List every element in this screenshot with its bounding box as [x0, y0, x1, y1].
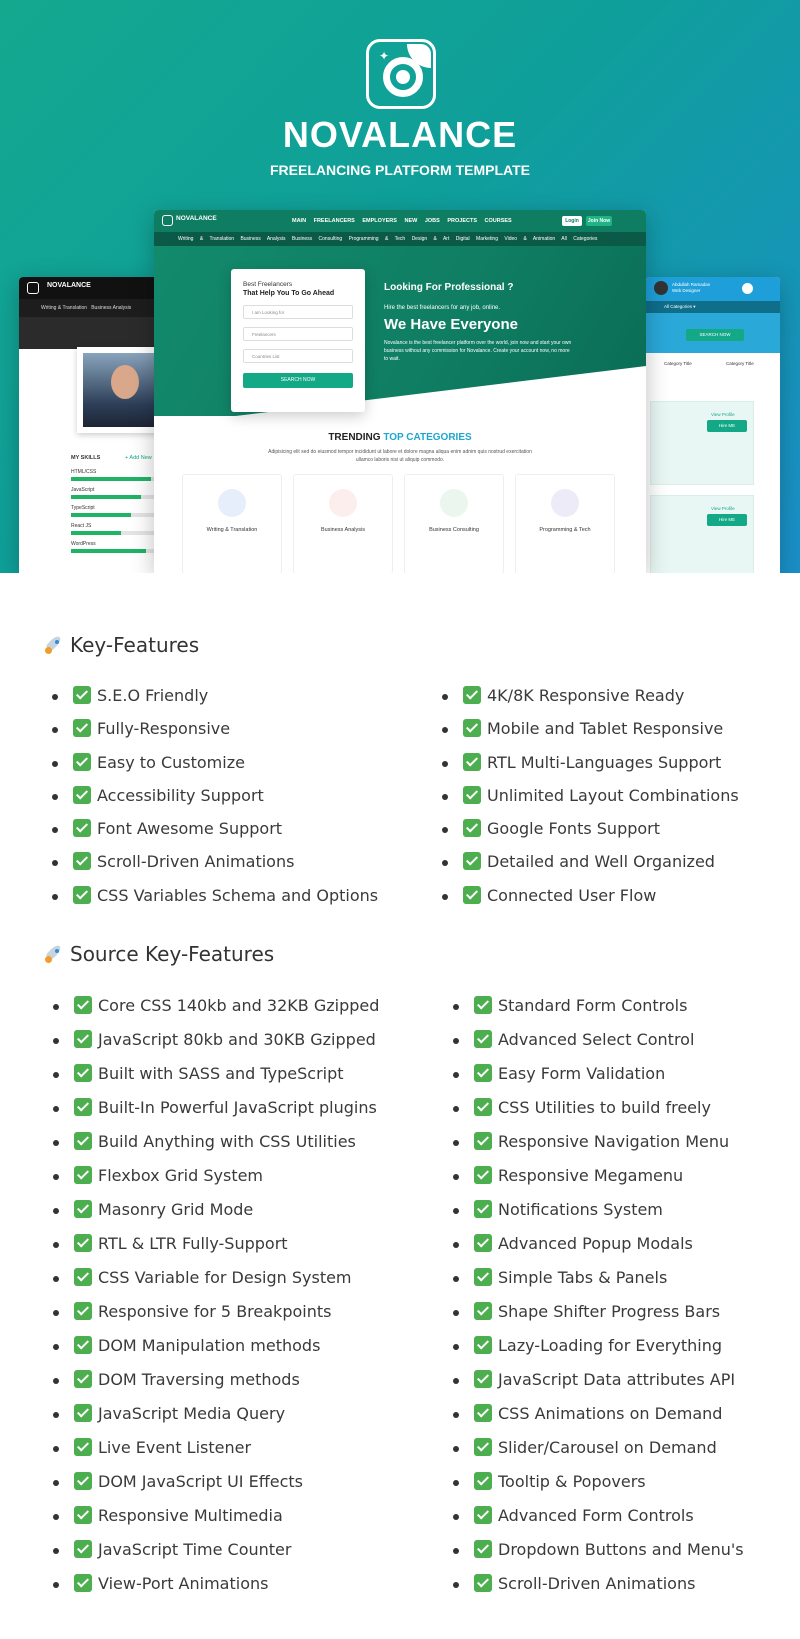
novalance-logo-icon: ✦ — [366, 39, 436, 109]
feature-label: CSS Variables Schema and Options — [97, 885, 379, 905]
feature-label: Tooltip & Popovers — [498, 1472, 646, 1491]
bullet-icon — [442, 694, 448, 700]
bullet-icon — [53, 1310, 59, 1316]
category-name: Writing & Translation — [206, 527, 258, 533]
category-card[interactable] — [404, 474, 504, 573]
feature-label: S.E.O Friendly — [97, 686, 209, 705]
bullet-icon — [53, 1514, 59, 1520]
key-features-title-text: Key-Features — [70, 633, 200, 657]
bullet-icon — [453, 1344, 459, 1350]
key-features-title — [44, 633, 199, 657]
check-icon — [74, 1200, 92, 1218]
nav-link[interactable]: COURSES — [484, 218, 512, 224]
bullet-icon — [52, 860, 58, 866]
feature-label: Mobile and Tablet Responsive — [487, 719, 724, 739]
category-link[interactable]: All Categories — [561, 236, 598, 242]
feature-label: DOM Traversing methods — [98, 1370, 300, 1389]
rocket-icon — [44, 635, 64, 655]
bullet-icon — [453, 1514, 459, 1520]
check-icon — [74, 1404, 92, 1422]
check-icon — [74, 1302, 92, 1320]
nav-link[interactable]: MAIN — [292, 218, 307, 224]
check-icon — [74, 1064, 92, 1082]
category-link[interactable]: Business Consulting — [291, 236, 343, 242]
trending-description: Adipisicing elit sed do eiusmod tempor incididunt ut labore et dolore magna aliqua enim adnim quis nostrud exercitation ullamco laboris nisi ut aliquip commodo. — [268, 449, 532, 463]
brand-tagline: FREELANCING PLATFORM TEMPLATE — [269, 162, 531, 178]
mockup-brand: NOVALANCE — [47, 282, 91, 289]
category-title[interactable]: Category Title — [664, 361, 692, 366]
category-link[interactable]: Video & Animation — [504, 236, 556, 242]
bullet-icon — [442, 860, 448, 866]
bullet-icon — [453, 1038, 459, 1044]
check-icon — [474, 1506, 492, 1524]
category-link[interactable]: Design & Art — [411, 236, 450, 242]
check-icon — [73, 686, 91, 704]
check-icon — [74, 1506, 92, 1524]
check-icon — [73, 852, 91, 870]
category-cards — [182, 474, 618, 573]
view-profile-link[interactable]: View Profile — [711, 412, 735, 417]
feature-label: Easy Form Validation — [498, 1064, 666, 1083]
check-icon — [73, 886, 91, 904]
feature-label: Notifications System — [498, 1200, 663, 1219]
feature-label: CSS Animations on Demand — [498, 1404, 723, 1423]
search-input[interactable] — [243, 305, 353, 319]
skill-name: JavaScript — [71, 487, 95, 493]
feature-label: Build Anything with CSS Utilities — [98, 1132, 356, 1151]
check-icon — [73, 753, 91, 771]
search-card-subtitle: That Help You To Go Ahead — [243, 290, 335, 297]
feature-label: CSS Variable for Design System — [98, 1268, 352, 1287]
check-icon — [74, 1234, 92, 1252]
skill-bar — [71, 495, 141, 499]
check-icon — [73, 719, 91, 737]
skills-title: MY SKILLS — [71, 455, 101, 461]
category-link[interactable]: Digital Marketing — [455, 236, 498, 242]
nav-link[interactable]: EMPLOYERS — [362, 218, 397, 224]
search-button[interactable]: SEARCH NOW — [686, 329, 744, 341]
category-link[interactable]: Programming & Tech — [348, 236, 406, 242]
category-name: Business Consulting — [429, 527, 479, 533]
check-icon — [73, 819, 91, 837]
join-button[interactable]: Join Now — [587, 218, 611, 224]
feature-label: Dropdown Buttons and Menu's — [498, 1540, 744, 1559]
trending-title — [154, 432, 646, 443]
skill-name: React JS — [71, 523, 92, 529]
bullet-icon — [53, 1106, 59, 1112]
skill-name: HTML/CSS — [71, 469, 97, 475]
check-icon — [74, 1166, 92, 1184]
check-icon — [474, 1302, 492, 1320]
bullet-icon — [53, 1004, 59, 1010]
bullet-icon — [453, 1242, 459, 1248]
hero-paragraph: Novalance is the best freelancer platform over the world, join now and start your own business without any commission for Novalance. Create your account now, no more to wait. — [384, 340, 572, 362]
feature-label: Unlimited Layout Combinations — [487, 785, 739, 805]
category-link[interactable]: Writing & Translation — [178, 236, 235, 242]
bullet-icon — [442, 727, 448, 733]
feature-label: JavaScript 80kb and 30KB Gzipped — [98, 1030, 376, 1049]
skill-name: WordPress — [71, 541, 96, 547]
check-icon — [73, 786, 91, 804]
user-name: Abdullah Ramadan — [672, 282, 711, 287]
countries-select[interactable] — [243, 349, 353, 363]
check-icon — [74, 1268, 92, 1286]
select-value: Freelancers — [252, 332, 276, 337]
feature-label: JavaScript Media Query — [98, 1404, 286, 1423]
feature-label: Masonry Grid Mode — [98, 1200, 254, 1219]
bullet-icon — [53, 1582, 59, 1588]
check-icon — [474, 1472, 492, 1490]
nav-link[interactable]: FREELANCERS — [313, 218, 355, 224]
skills-panel — [71, 455, 159, 559]
bullet-icon — [53, 1140, 59, 1146]
skill-bar — [71, 549, 146, 553]
check-icon — [74, 996, 92, 1014]
check-icon — [474, 1438, 492, 1456]
category-card[interactable] — [515, 474, 615, 573]
category-title[interactable]: Category Title — [726, 361, 754, 366]
check-icon — [74, 1574, 92, 1592]
feature-label: 4K/8K Responsive Ready — [487, 686, 685, 705]
feature-label: Responsive for 5 Breakpoints — [98, 1302, 332, 1321]
hire-me-button[interactable]: Hire ME — [707, 420, 747, 432]
check-icon — [474, 1234, 492, 1252]
mockup-brand: NOVALANCE — [176, 215, 217, 222]
check-icon — [474, 996, 492, 1014]
check-icon — [74, 1030, 92, 1048]
skill-bar — [71, 477, 151, 481]
bullet-icon — [52, 794, 58, 800]
feature-label: Easy to Customize — [97, 752, 245, 772]
rocket-icon — [44, 944, 64, 964]
login-button[interactable]: Login — [562, 216, 582, 226]
bullet-icon — [442, 794, 448, 800]
bullet-icon — [453, 1582, 459, 1588]
logo-icon — [162, 215, 173, 226]
check-icon — [74, 1132, 92, 1150]
select-value: Countries List — [252, 354, 280, 359]
freelancer-card — [650, 401, 754, 485]
check-icon — [74, 1438, 92, 1456]
bullet-icon — [453, 1208, 459, 1214]
source-features-title — [44, 942, 274, 966]
profile-mockup — [19, 277, 159, 573]
category-name: Programming & Tech — [539, 527, 591, 533]
feature-label: Advanced Popup Modals — [498, 1234, 693, 1253]
freelancer-card — [650, 495, 754, 573]
bullet-icon — [453, 1310, 459, 1316]
check-icon — [463, 719, 481, 737]
bullet-icon — [52, 894, 58, 900]
skill-name: TypeScript — [71, 505, 95, 511]
bullet-icon — [442, 827, 448, 833]
freelancers-mockup: Abdullah Ramadan Web Designer All Categories ▾ SEARCH NOW Category Title Category Title View Profile Hire ME View Profile Hire ME — [646, 277, 780, 573]
feature-label: JavaScript Data attributes API — [498, 1370, 736, 1389]
feature-label: Accessibility Support — [97, 785, 264, 805]
bullet-icon — [53, 1174, 59, 1180]
bullet-icon — [453, 1446, 459, 1452]
feature-label: Shape Shifter Progress Bars — [498, 1302, 721, 1321]
avatar[interactable] — [654, 281, 668, 295]
check-icon — [474, 1268, 492, 1286]
skill-bar — [71, 513, 131, 517]
bullet-icon — [53, 1038, 59, 1044]
bullet-icon — [453, 1072, 459, 1078]
check-icon — [474, 1336, 492, 1354]
hire-me-button[interactable]: Hire ME — [707, 514, 747, 526]
check-icon — [474, 1064, 492, 1082]
bullet-icon — [453, 1480, 459, 1486]
bullet-icon — [52, 827, 58, 833]
feature-label: Scroll-Driven Animations — [97, 852, 295, 872]
bullet-icon — [53, 1412, 59, 1418]
hero-question: Looking For Professional ? — [384, 282, 514, 293]
bullet-icon — [453, 1140, 459, 1146]
bullet-icon — [53, 1208, 59, 1214]
add-skill-button[interactable]: + Add New — [125, 455, 152, 461]
bullet-icon — [453, 1412, 459, 1418]
bullet-icon — [453, 1276, 459, 1282]
skill-bar — [71, 531, 121, 535]
feature-label: Responsive Navigation Menu — [498, 1132, 730, 1151]
logo-icon — [27, 282, 39, 294]
feature-label: DOM JavaScript UI Effects — [98, 1472, 303, 1491]
check-icon — [74, 1370, 92, 1388]
check-icon — [463, 852, 481, 870]
check-icon — [463, 786, 481, 804]
feature-label: Standard Form Controls — [498, 996, 688, 1015]
bullet-icon — [52, 694, 58, 700]
check-icon — [463, 753, 481, 771]
brand-title: NOVALANCE — [282, 114, 518, 155]
mockup-sub-link[interactable]: Business Analysis — [91, 305, 132, 311]
bullet-icon — [453, 1174, 459, 1180]
check-icon — [474, 1404, 492, 1422]
feature-label: Responsive Multimedia — [98, 1506, 283, 1525]
feature-label: Advanced Form Controls — [498, 1506, 694, 1525]
feature-label: Slider/Carousel on Demand — [498, 1438, 717, 1457]
feature-label: Live Event Listener — [98, 1438, 252, 1457]
search-card — [231, 269, 365, 412]
freelancers-select[interactable] — [243, 327, 353, 341]
category-card[interactable] — [293, 474, 393, 573]
feature-label: Detailed and Well Organized — [487, 852, 715, 872]
feature-label: DOM Manipulation methods — [98, 1336, 321, 1355]
feature-label: View-Port Animations — [98, 1574, 269, 1593]
hero-banner — [0, 0, 800, 573]
check-icon — [463, 686, 481, 704]
check-icon — [74, 1472, 92, 1490]
bullet-icon — [52, 761, 58, 767]
category-card[interactable] — [182, 474, 282, 573]
feature-label: Built with SASS and TypeScript — [98, 1064, 344, 1083]
nav-link[interactable]: NEW JOBS — [404, 218, 440, 224]
search-card-title: Best Freelancers — [243, 281, 293, 288]
homepage-mockup — [154, 210, 646, 573]
mockup-sub-link[interactable]: Writing & Translation — [41, 305, 88, 311]
check-icon — [474, 1098, 492, 1116]
feature-label: JavaScript Time Counter — [98, 1540, 292, 1559]
search-placeholder: I am Looking for — [252, 310, 285, 315]
source-features-title-text: Source Key-Features — [70, 942, 275, 966]
user-role: Web Designer — [672, 288, 701, 293]
trending-prefix: TRENDING — [328, 432, 381, 443]
hero-subtitle: Hire the best freelancers for any job, online. — [384, 305, 501, 311]
bullet-icon — [442, 894, 448, 900]
category-name: Business Analysis — [320, 527, 366, 533]
bullet-icon — [53, 1242, 59, 1248]
check-icon — [463, 819, 481, 837]
bullet-icon — [453, 1378, 459, 1384]
feature-label: Lazy-Loading for Everything — [498, 1336, 722, 1355]
feature-label: Built-In Powerful JavaScript plugins — [98, 1098, 377, 1117]
feature-label: Scroll-Driven Animations — [498, 1574, 696, 1593]
bullet-icon — [53, 1548, 59, 1554]
check-icon — [474, 1132, 492, 1150]
category-link[interactable]: Business Analysis — [240, 236, 286, 242]
check-icon — [474, 1166, 492, 1184]
profile-photo — [77, 347, 159, 433]
bullet-icon — [53, 1378, 59, 1384]
feature-label: Font Awesome Support — [97, 819, 283, 839]
nav-link[interactable]: PROJECTS — [447, 218, 477, 224]
feature-label: Flexbox Grid System — [98, 1166, 264, 1185]
check-icon — [474, 1200, 492, 1218]
bullet-icon — [453, 1004, 459, 1010]
check-icon — [474, 1574, 492, 1592]
logo-icon — [742, 283, 753, 294]
bullet-icon — [53, 1446, 59, 1452]
feature-label: Fully-Responsive — [97, 719, 231, 739]
feature-label: Advanced Select Control — [498, 1030, 695, 1049]
hero-heading: We Have Everyone — [384, 316, 518, 333]
check-icon — [463, 886, 481, 904]
all-categories-link[interactable]: All Categories — [664, 304, 693, 309]
bullet-icon — [52, 727, 58, 733]
mockup-hero — [154, 246, 646, 416]
bullet-icon — [442, 761, 448, 767]
feature-label: RTL & LTR Fully-Support — [98, 1234, 288, 1253]
bullet-icon — [53, 1072, 59, 1078]
bullet-icon — [53, 1344, 59, 1350]
check-icon — [474, 1030, 492, 1048]
bullet-icon — [53, 1276, 59, 1282]
feature-label: RTL Multi-Languages Support — [487, 752, 722, 772]
trending-accent: TOP CATEGORIES — [383, 432, 472, 443]
check-icon — [74, 1540, 92, 1558]
check-icon — [474, 1540, 492, 1558]
bullet-icon — [453, 1106, 459, 1112]
check-icon — [74, 1336, 92, 1354]
check-icon — [474, 1370, 492, 1388]
search-now-button[interactable]: SEARCH NOW — [243, 373, 353, 388]
feature-label: Connected User Flow — [487, 885, 657, 905]
feature-label: CSS Utilities to build freely — [498, 1098, 711, 1117]
view-profile-link[interactable]: View Profile — [711, 506, 735, 511]
feature-label: Responsive Megamenu — [498, 1166, 684, 1185]
feature-label: Google Fonts Support — [487, 819, 661, 839]
check-icon — [74, 1098, 92, 1116]
bullet-icon — [453, 1548, 459, 1554]
bullet-icon — [53, 1480, 59, 1486]
feature-label: Simple Tabs & Panels — [498, 1268, 668, 1287]
feature-label: Core CSS 140kb and 32KB Gzipped — [98, 996, 380, 1015]
